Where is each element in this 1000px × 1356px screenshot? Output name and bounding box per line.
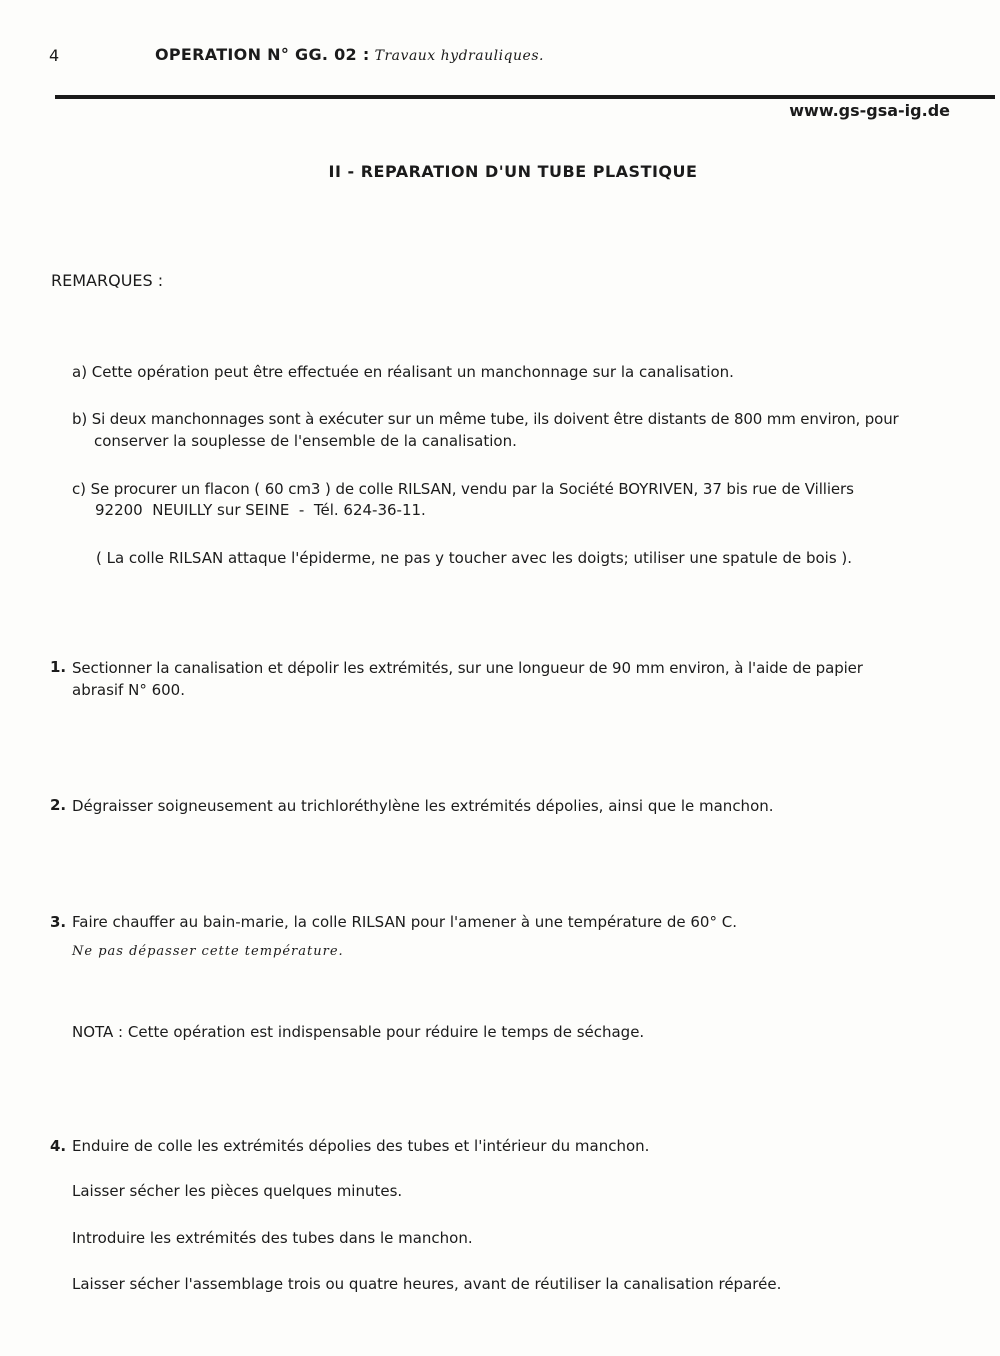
step-1-line2: abrasif N° 600. [72, 681, 185, 699]
remark-c-note: ( La colle RILSAN attaque l'épiderme, ne pas y toucher avec les doigts; utiliser une spatule de bois ). [96, 549, 853, 567]
step-1-number: 1. [50, 658, 67, 676]
operation-subtitle: Travaux hydrauliques. [374, 48, 544, 64]
step-4-line1: Enduire de colle les extrémités dépolies des tubes et l'intérieur du manchon. [72, 1137, 650, 1155]
remark-b-line1: b) Si deux manchonnages sont à exécuter sur un même tube, ils doivent être distants de 800 mm environ, pour [72, 410, 899, 428]
step-3-warning: Ne pas dépasser cette température. [72, 944, 344, 959]
operation-header [155, 45, 544, 64]
step-3-nota: NOTA : Cette opération est indispensable pour réduire le temps de séchage. [72, 1023, 645, 1041]
remark-c-line1: c) Se procurer un flacon ( 60 cm3 ) de colle RILSAN, vendu par la Société BOYRIVEN, 37 bis rue de Villiers [72, 480, 854, 498]
step-3-number: 3. [50, 913, 67, 931]
step-3-line1: Faire chauffer au bain-marie, la colle RILSAN pour l'amener à une température de 60° C. [72, 913, 737, 931]
remark-b-line2: conserver la souplesse de l'ensemble de la canalisation. [94, 432, 517, 450]
remark-a: a) Cette opération peut être effectuée en réalisant un manchonnage sur la canalisation. [72, 363, 734, 381]
step-4-line3: Introduire les extrémités des tubes dans le manchon. [72, 1229, 473, 1247]
step-2-number: 2. [50, 796, 67, 814]
website-link[interactable]: www.gs-gsa-ig.de [789, 101, 950, 120]
remarques-label: REMARQUES : [51, 271, 164, 290]
step-2-line1: Dégraisser soigneusement au trichloréthylène les extrémités dépolies, ainsi que le manchon. [72, 797, 774, 815]
page-number: 4 [49, 46, 60, 65]
section-title: II - REPARATION D'UN TUBE PLASTIQUE [328, 162, 698, 181]
header-rule [55, 95, 995, 99]
remark-c-line2: 92200 NEUILLY sur SEINE - Tél. 624-36-11. [95, 501, 426, 519]
operation-code: OPERATION N° GG. 02 : [155, 45, 370, 64]
step-4-line2: Laisser sécher les pièces quelques minutes. [72, 1182, 403, 1200]
step-4-line4: Laisser sécher l'assemblage trois ou quatre heures, avant de réutiliser la canalisation réparée. [72, 1275, 782, 1293]
step-4-number: 4. [50, 1137, 67, 1155]
step-1-line1: Sectionner la canalisation et dépolir les extrémités, sur une longueur de 90 mm environ, à l'aide de papier [72, 659, 863, 677]
